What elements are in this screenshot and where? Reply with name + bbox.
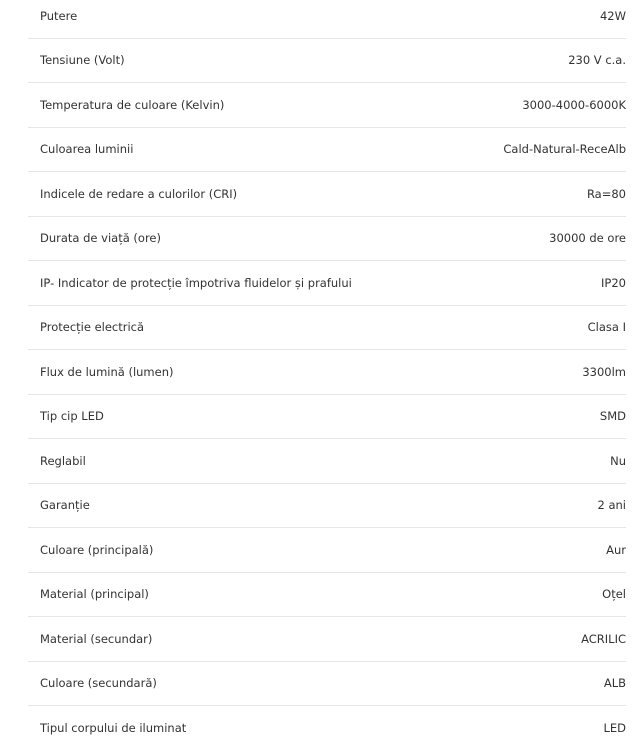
spec-row-voltage (28, 39, 626, 84)
spec-value: Ra=80 (586, 186, 626, 201)
spec-label: Tip cip LED (40, 409, 104, 424)
spec-label: Durata de viață (ore) (40, 231, 161, 246)
spec-row-cri (28, 172, 626, 217)
spec-value: 30000 de ore (549, 231, 626, 246)
spec-label: Putere (40, 8, 78, 23)
spec-label: Protecție electrică (40, 320, 145, 335)
spec-value: Oțel (602, 587, 626, 602)
spec-value: 3000-4000-6000K (522, 97, 626, 112)
spec-row-main-material (28, 573, 626, 618)
spec-value: ACRILIC (581, 631, 626, 646)
spec-row-lifetime (28, 217, 626, 262)
spec-label: Material (principal) (40, 587, 149, 602)
spec-value: SMD (599, 409, 626, 424)
specifications-table (28, 0, 626, 750)
spec-label: Tensiune (Volt) (40, 53, 125, 68)
spec-value: 42W (599, 8, 626, 23)
spec-row-warranty (28, 484, 626, 529)
spec-label: Indicele de redare a culorilor (CRI) (40, 186, 238, 201)
spec-value: 3300lm (582, 364, 626, 379)
spec-row-dimmable (28, 439, 626, 484)
spec-value: 230 V c.a. (568, 53, 626, 68)
spec-value: ALB (603, 676, 626, 691)
spec-value: LED (603, 720, 626, 735)
spec-value: Aur (606, 542, 626, 557)
spec-row-fixture-type (28, 706, 626, 750)
spec-row-luminous-flux (28, 350, 626, 395)
spec-label: Reglabil (40, 453, 86, 468)
spec-value: Nu (610, 453, 626, 468)
spec-label: Garanție (40, 498, 90, 513)
spec-value: Cald-Natural-ReceAlb (503, 142, 626, 157)
spec-label: Flux de lumină (lumen) (40, 364, 174, 379)
spec-row-power (28, 0, 626, 39)
spec-label: Tipul corpului de iluminat (40, 720, 187, 735)
spec-label: Culoare (principală) (40, 542, 154, 557)
spec-row-color-temperature (28, 83, 626, 128)
spec-label: Temperatura de culoare (Kelvin) (40, 97, 225, 112)
spec-row-led-chip-type (28, 395, 626, 440)
spec-label: Material (secundar) (40, 631, 153, 646)
spec-row-electrical-protection (28, 306, 626, 351)
spec-row-secondary-material (28, 617, 626, 662)
spec-value: Clasa I (587, 320, 626, 335)
spec-value: IP20 (601, 275, 626, 290)
spec-label: Culoarea luminii (40, 142, 134, 157)
spec-label: IP- Indicator de protecție împotriva fluidelor și prafului (40, 275, 352, 290)
spec-row-light-color (28, 128, 626, 173)
spec-label: Culoare (secundară) (40, 676, 157, 691)
spec-value: 2 ani (597, 498, 626, 513)
spec-row-secondary-color (28, 662, 626, 707)
spec-row-ip-rating (28, 261, 626, 306)
spec-row-main-color (28, 528, 626, 573)
